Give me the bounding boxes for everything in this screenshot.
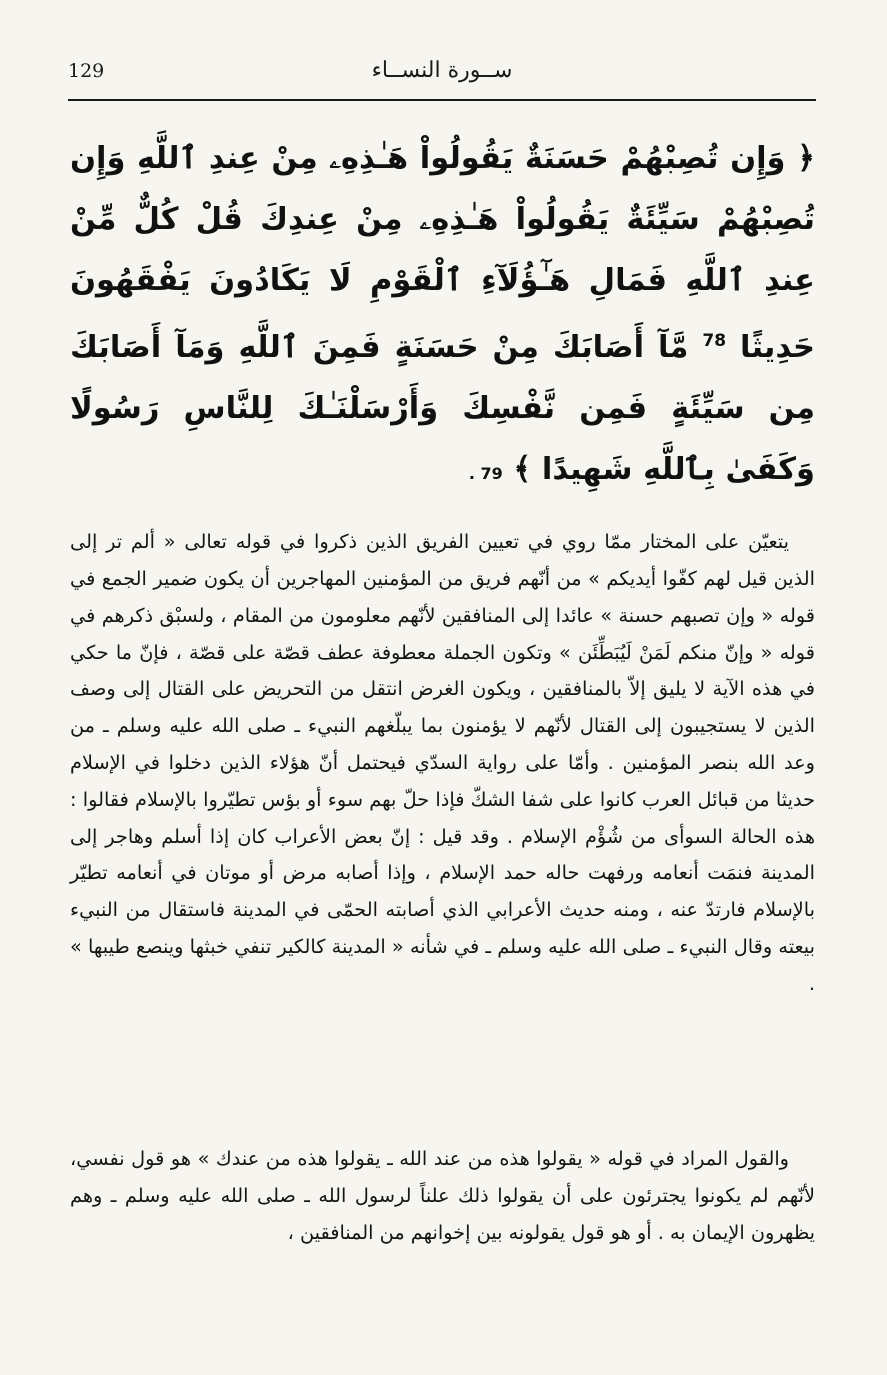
- commentary-paragraph-2: والقول المراد في قوله « يقولوا هذه من عند الله ـ يقولوا هذه من عندك » هو قول نفسي، لأنّهم لم يكونوا يجترئون على أن يقولوا ذلك علناً لرسول الله ـ صلى الله عليه وسلم ـ وهم يظهرون الإيمان به . أو هو قول يقولونه بين إخوانهم من المنافقين ،: [70, 1147, 815, 1244]
- verse-text-part-1: ﴿ وَإِن تُصِبْهُمْ حَسَنَةٌ يَقُولُواْ هَـٰذِهِۦ مِنْ عِندِ ٱللَّهِ وَإِن تُصِبْهُمْ سَيِّئَةٌ يَقُولُواْ هَـٰذِهِۦ مِنْ عِندِكَ قُلْ كُلٌّ مِّنْ عِندِ ٱللَّهِ فَمَالِ هَـٰٓؤُلَآءِ ٱلْقَوْمِ لَا يَكَادُونَ يَفْقَهُونَ حَدِيثًا: [70, 141, 815, 366]
- verse-text-part-2: مَّآ أَصَابَكَ مِنْ حَسَنَةٍ فَمِنَ ٱللَّهِ وَمَآ أَصَابَكَ مِن سَيِّئَةٍ فَمِن نَّفْسِكَ وَأَرْسَلْنَـٰكَ لِلنَّاسِ رَسُولًا وَكَفَىٰ بِٱللَّهِ شَهِيدًا ﴾: [70, 330, 815, 488]
- verse-number-79: 79 .: [468, 464, 503, 484]
- verse-number-78: 78: [702, 331, 727, 351]
- surah-title: ســورة النســاء: [371, 58, 513, 83]
- commentary-paragraph-1: يتعيّن على المختار ممّا روي في تعيين الفريق الذين ذكروا في قوله تعالى « ألم تر إلى الذين قيل لهم كفّوا أيديكم » من أنّهم فريق من المؤمنين المهاجرين أن يكون ضمير الجمع في قوله « وإن تصبهم حسنة » عائدا إلى المنافقين لأنّهم معلومون من المقام ، ولسبْق ذكرهم في قوله « وإنّ منكم لَمَنْ لَيُبَطِّئَن » وتكون الجملة معطوفة عطف قصّة على قصّة ، فإنّ ما حكي في هذه الآية لا يليق إلاّ بالمنافقين ، ويكون الغرض انتقل من التحريض على القتال إلى وصف الذين لا يستجيبون إلى القتال لأنّهم لا يؤمنون بما يبلّغهم النبيء ـ صلى الله عليه وسلم ـ من وعد الله بنصر المؤمنين . وأمّا على رواية السدّي فيحتمل أنّ هؤلاء الذين دخلوا في الإسلام حديثا من قبائل العرب كانوا على شفا الشكّ فإذا حلّ بهم سوء أو بؤس تطيّروا بالإسلام فقالوا : هذه الحالة السوأى من شُؤْم الإسلام . وقد قيل : إنّ بعض الأعراب كان إذا أسلم وهاجر إلى المدينة فنمَت أنعامه ورفهت حاله حمد الإسلام ، وإذا أصابه مرض أو موتان في أنعامه تطيّر بالإسلام فارتدّ عنه ، ومنه حديث الأعرابي الذي أصابته الحمّى في المدينة فاستقال من النبيء بيعته وقال النبيء ـ صلى الله عليه وسلم ـ في شأنه « المدينة كالكير تنفي خبثها وينصع طيبها » .: [70, 530, 815, 995]
- quran-verse-block: [70, 128, 815, 504]
- page-header: [68, 54, 816, 94]
- header-divider: [68, 99, 816, 101]
- page-number: 129: [68, 60, 105, 82]
